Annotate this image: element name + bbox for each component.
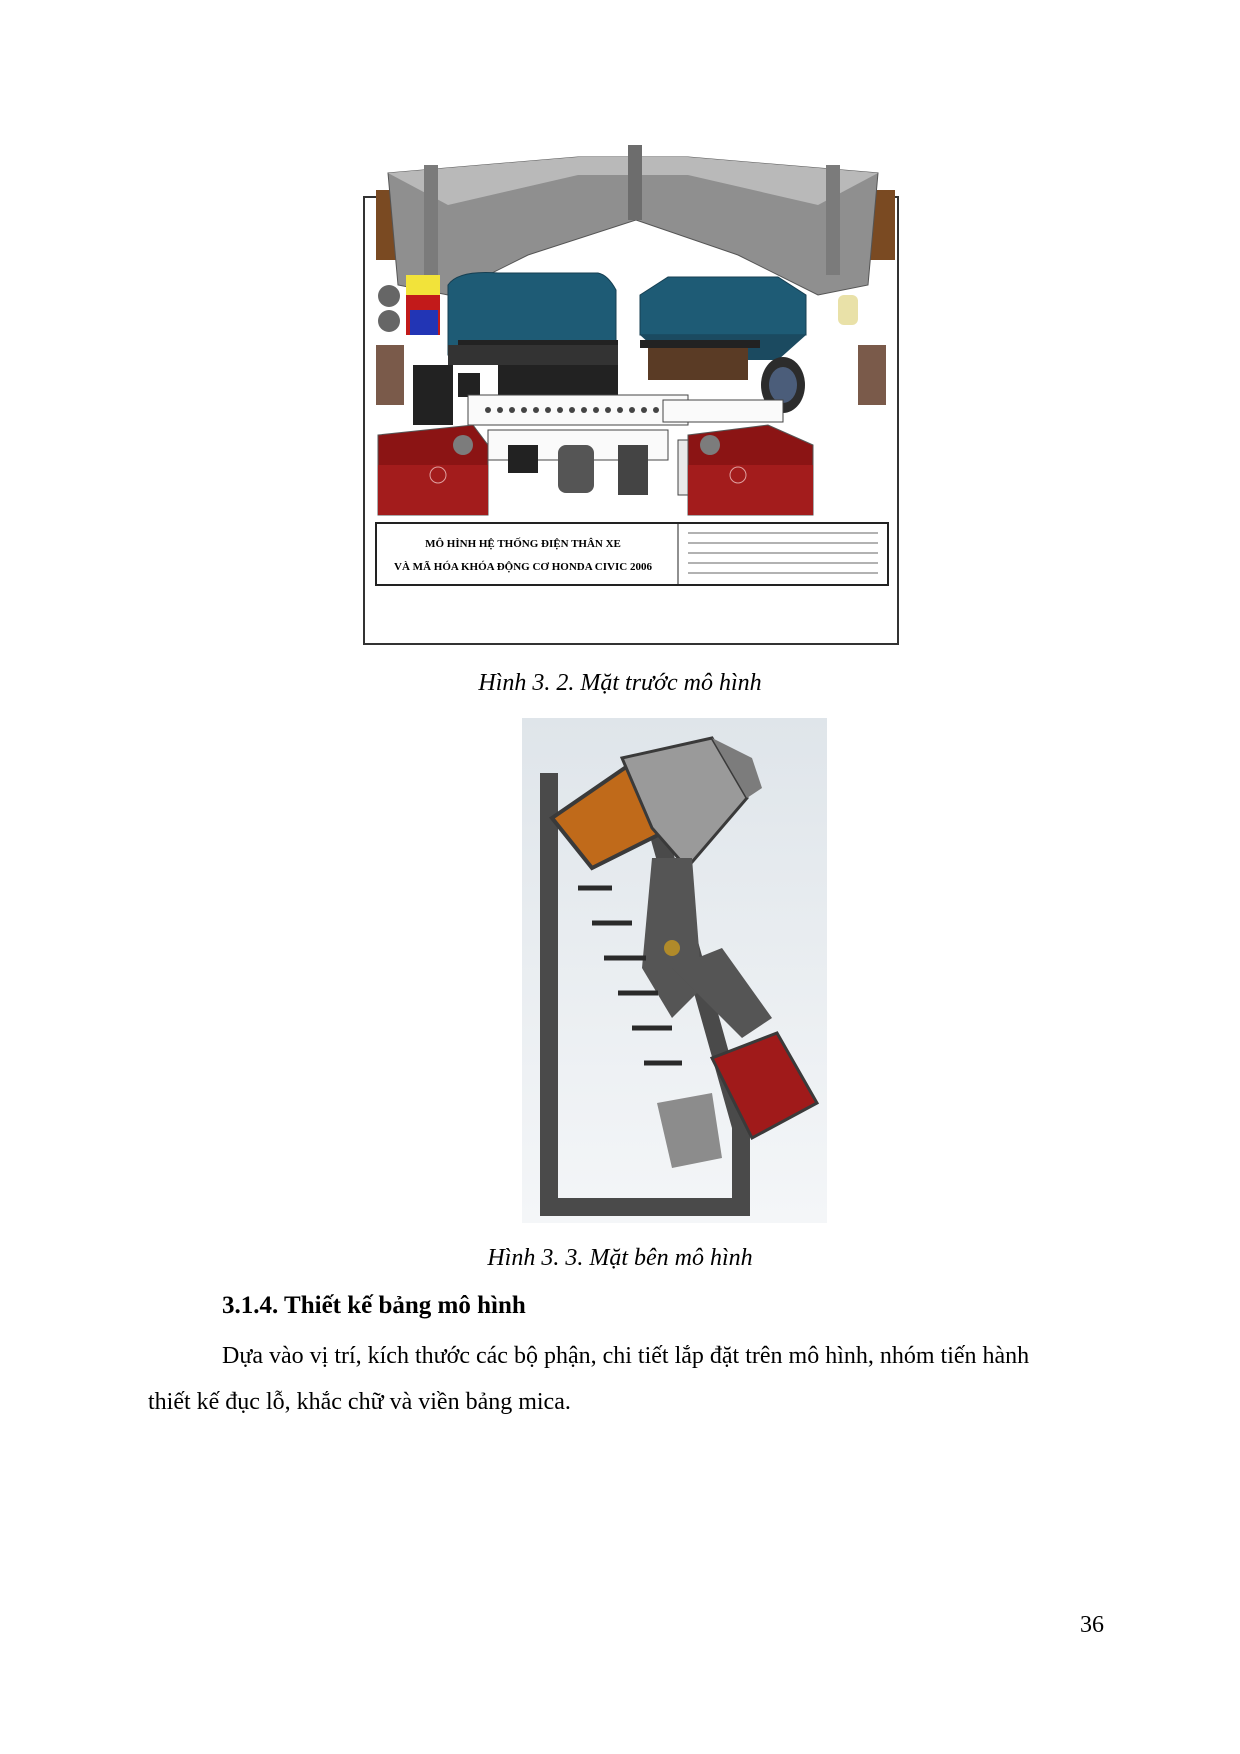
figure-3-2-caption: Hình 3. 2. Mặt trước mô hình: [478, 670, 762, 696]
paragraph-line-2: thiết kế đục lỗ, khắc chữ và viền bảng mica.: [148, 1389, 571, 1415]
title-block-line1: MÔ HÌNH HỆ THỐNG ĐIỆN THÂN XE: [425, 538, 621, 550]
front-view-figure: [358, 145, 906, 648]
section-heading: 3.1.4. Thiết kế bảng mô hình: [222, 1292, 526, 1319]
figure-3-3-caption: Hình 3. 3. Mặt bên mô hình: [487, 1245, 753, 1271]
side-view-figure: [522, 718, 827, 1223]
title-block-line2: VÀ MÃ HÓA KHÓA ĐỘNG CƠ HONDA CIVIC 2006: [394, 561, 652, 573]
front-view-drawing: [358, 145, 906, 648]
side-view-drawing: [522, 718, 827, 1223]
paragraph-line-1: Dựa vào vị trí, kích thước các bộ phận, chi tiết lắp đặt trên mô hình, nhóm tiến hành: [222, 1343, 1030, 1369]
page-number: 36: [1080, 1612, 1104, 1638]
